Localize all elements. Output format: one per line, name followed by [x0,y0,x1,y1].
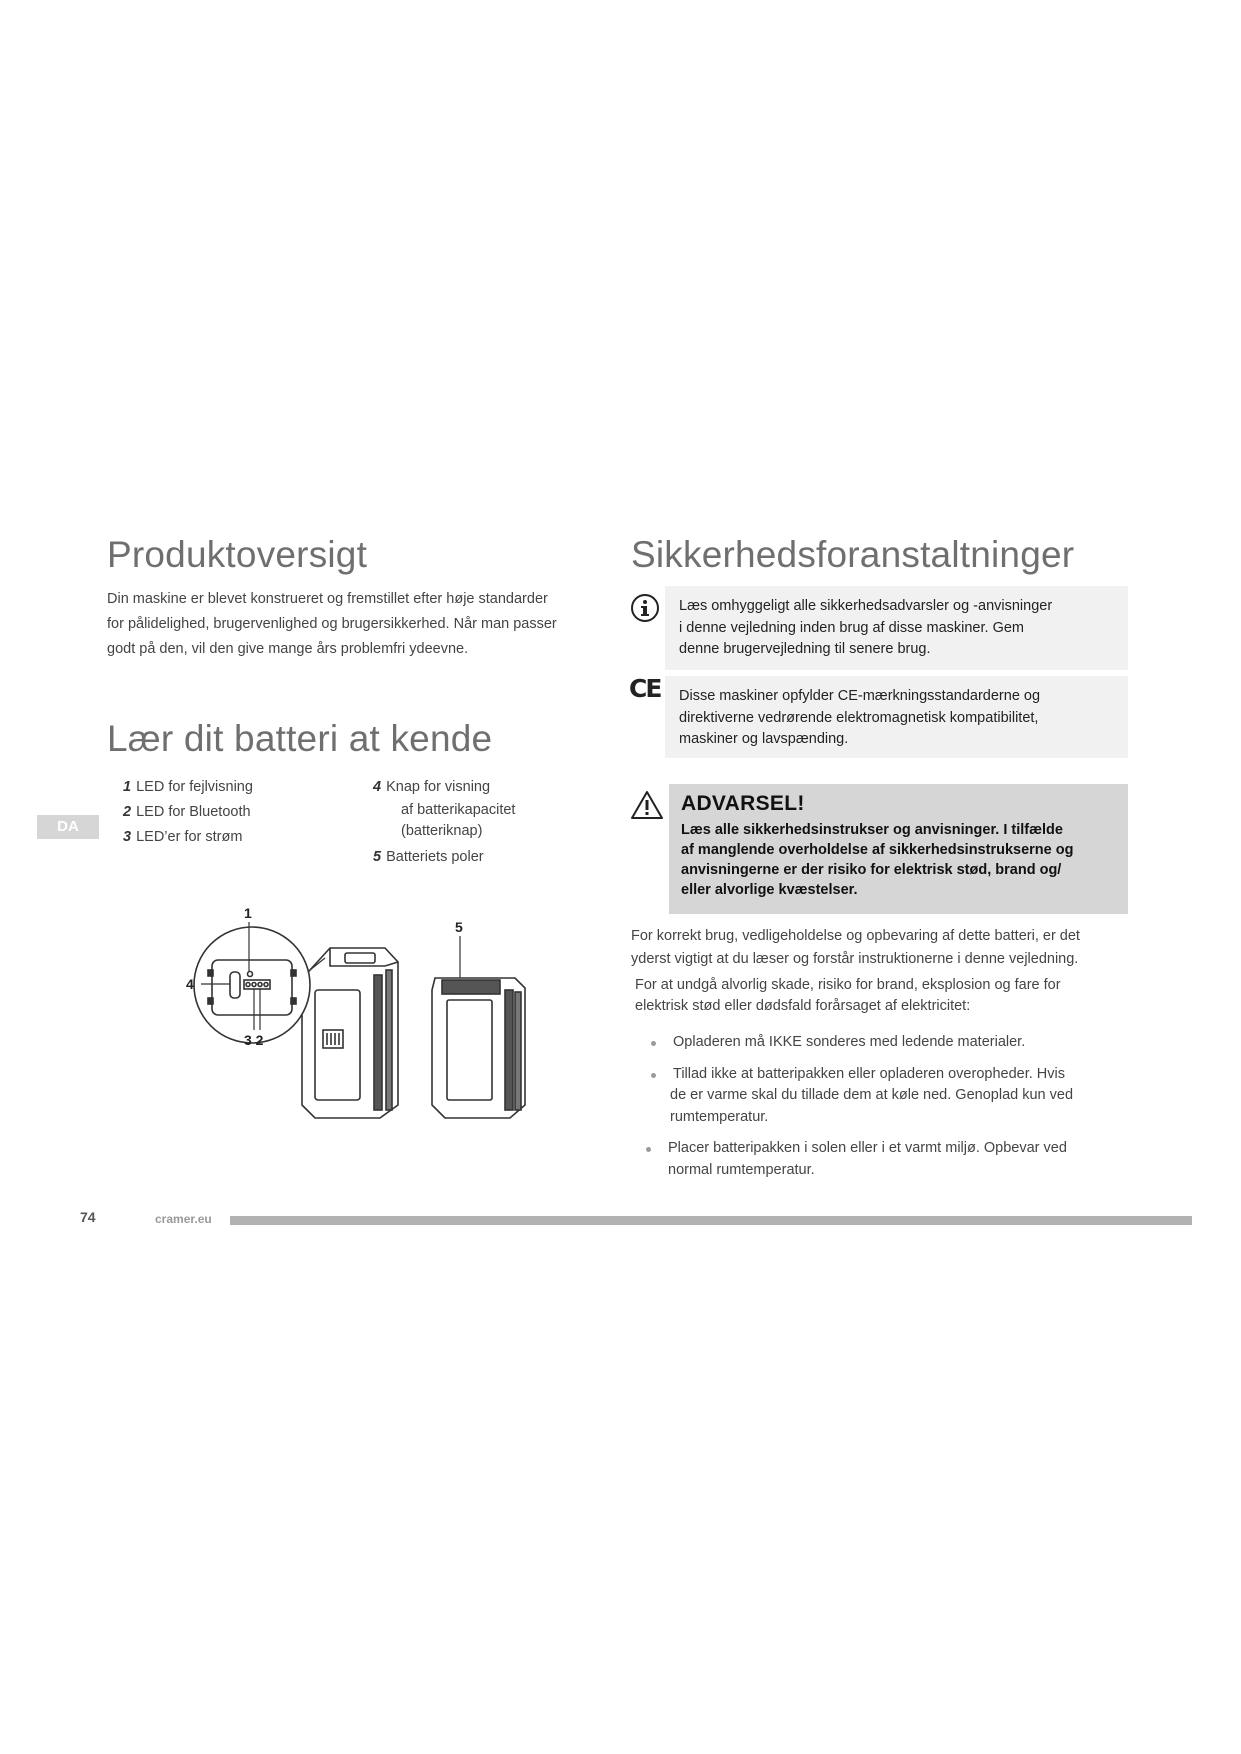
list-item: Opladeren må IKKE sonderes med ledende materialer. [673,1032,1143,1054]
parts-list-1 [123,775,253,850]
callout-3-2: 3 2 [244,1032,264,1048]
intro-line: godt på den, vil den give mange års problemfri ydeevne. [107,641,469,657]
language-tab: DA [37,815,99,839]
ce-line: direktiverne vedrørende elektromagnetisk kompatibilitet, [679,709,1039,726]
warning-triangle-icon [630,790,664,820]
safety-title: Sikkerhedsforanstaltninger [631,534,1075,575]
ce-line: maskiner og lavspænding. [679,731,849,747]
battery-large-drawing [302,948,398,1118]
callout-4: 4 [186,976,194,992]
intro-line: for pålidelighed, brugervenlighed og brugersikkerhed. Når man passer [107,616,557,632]
part-item-cont: af batterikapacitet [401,802,516,818]
usage-paragraph: For korrekt brug, vedligeholdelse og opbevaring af dette batteri, er det yderst vigtigt at du læser og forstår instruktionerne i denne vejledning. [631,928,1080,967]
list-item: Placer batteripakken i solen eller i et varmt miljø. Opbevar ved normal rumtemperatur. [668,1138,1143,1181]
parts-list-2 [373,775,515,870]
part-item: 2 LED for Bluetooth [123,804,251,820]
ce-box [665,676,1128,758]
footer-url: cramer.eu [155,1212,212,1226]
callout-5: 5 [455,919,463,935]
danger-paragraph: For at undgå alvorlig skade, risiko for brand, eksplosion og fare for elektrisk stød eller dødsfald forårsaget af elektricitet: [635,977,1061,1014]
part-item: 3 LED’er for strøm [123,829,243,845]
intro-paragraph [107,587,557,662]
warning-box [669,784,1128,914]
intro-line: Din maskine er blevet konstrueret og fremstillet efter høje standarder [107,591,548,607]
part-item: 5 Batteriets poler [373,849,484,865]
info-line: Læs omhyggeligt alle sikkerhedsadvarsler og -anvisninger [679,598,1053,614]
info-line: denne brugervejledning til senere brug. [679,641,931,657]
battery-illustration [180,900,550,1125]
battery-small-drawing [432,978,525,1118]
part-item-cont: (batteriknap) [401,823,483,839]
battery-title: Lær dit batteri at kende [107,718,493,759]
overview-title: Produktoversigt [107,534,368,575]
part-item: 1 LED for fejlvisning [123,779,253,795]
warning-text: Læs alle sikkerhedsinstrukser og anvisninger. I tilfælde af manglende overholdelse af sikkerhedsinstrukserne og anvisningerne er der risiko for elektrisk stød, brand og/ eller alvorlige kvæstelser. [681,822,1074,898]
info-box [665,586,1128,670]
bullet-list [668,1032,1143,1181]
ce-mark-icon: CE [629,674,661,703]
info-line: i denne vejledning inden brug af disse maskiner. Gem [679,619,1024,636]
footer-divider [230,1216,1192,1225]
page-number: 74 [80,1209,96,1225]
list-item: Tillad ikke at batteripakken eller opladeren overopheder. Hvis de er varme skal du tillade dem at køle ned. Genoplad kun ved rumtemperatur. [673,1064,1143,1129]
part-item: 4 Knap for visning [373,779,491,795]
info-icon [630,593,660,623]
warning-title: ADVARSEL! [681,792,805,815]
ce-line: Disse maskiner opfylder CE-mærkningsstandarderne og [679,688,1041,704]
callout-1: 1 [244,905,252,921]
